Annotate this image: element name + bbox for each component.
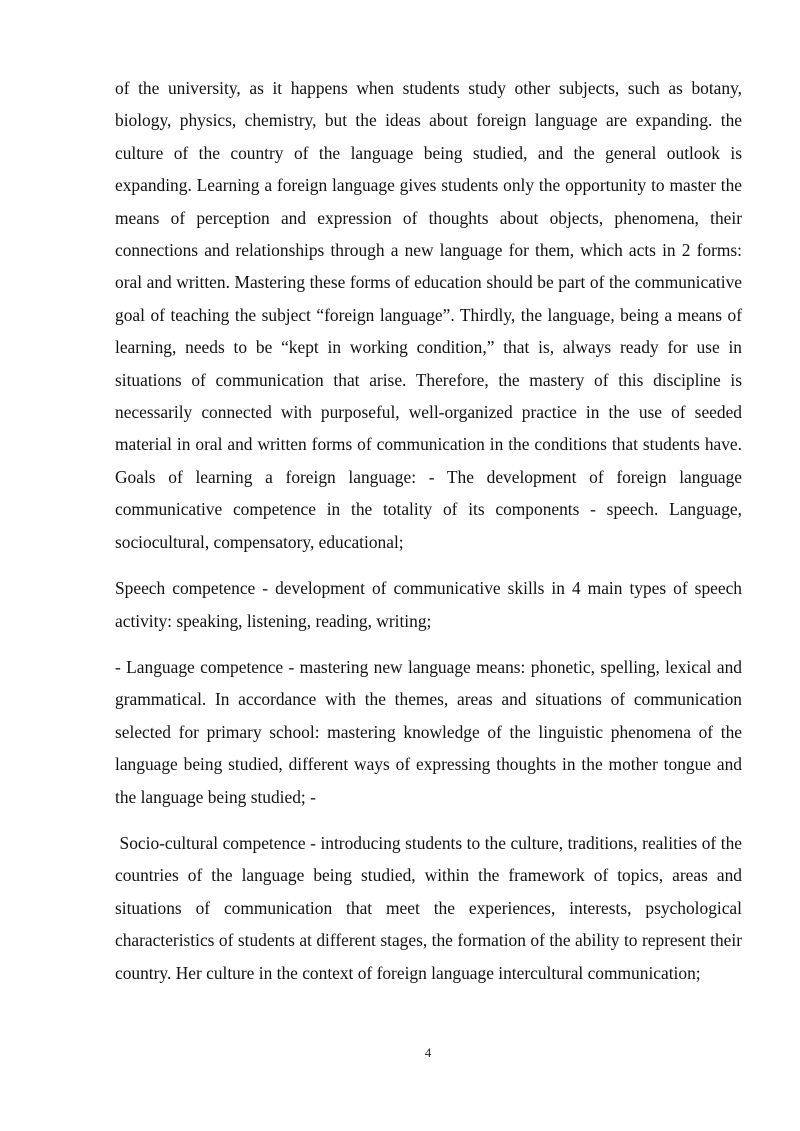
paragraph-socio-cultural-competence: Socio-cultural competence - introducing students to the culture, traditions, realities of the countries of the language being studied, within the framework of topics, areas and situations of communication that meet the experiences, interests, psychological characteristics of students at different stages, the formation of the ability to represent their country. Her culture in the context of foreign language intercultural communication;: [115, 832, 747, 983]
page-body: [115, 72, 747, 989]
paragraph-goals-of-learning: of the university, as it happens when students study other subjects, such as botany, biology, physics, chemistry, but the ideas about foreign language are expanding. the culture of the country of the language being studied, and the general outlook is expanding. Learning a foreign language gives students only the opportunity to master the means of perception and expression of thoughts about objects, phenomena, their connections and relationships through a new language for them, which acts in 2 forms: oral and written. Mastering these forms of education should be part of the communicative goal of teaching the subject “foreign language”. Thirdly, the language, being a means of learning, needs to be “kept in working condition,” that is, always ready for use in situations of communication that arise. Therefore, the mastery of this discipline is necessarily connected with purposeful, well-organized practice in the use of seeded material in oral and written forms of communication in the conditions that students have. Goals of learning a foreign language: - The development of foreign language communicative competence in the totality of its components - speech. Language, sociocultural, compensatory, educational;: [115, 78, 742, 552]
paragraph-language-competence: - Language competence - mastering new language means: phonetic, spelling, lexical and grammatical. In accordance with the themes, areas and situations of communication selected for primary school: mastering knowledge of the linguistic phenomena of the language being studied, different ways of expressing thoughts in the mother tongue and the language being studied; -: [115, 656, 742, 807]
page-number: 4: [424, 1045, 432, 1060]
paragraph-speech-competence: Speech competence - development of communicative skills in 4 main types of speech activity: speaking, listening, reading, writing;: [115, 578, 742, 631]
